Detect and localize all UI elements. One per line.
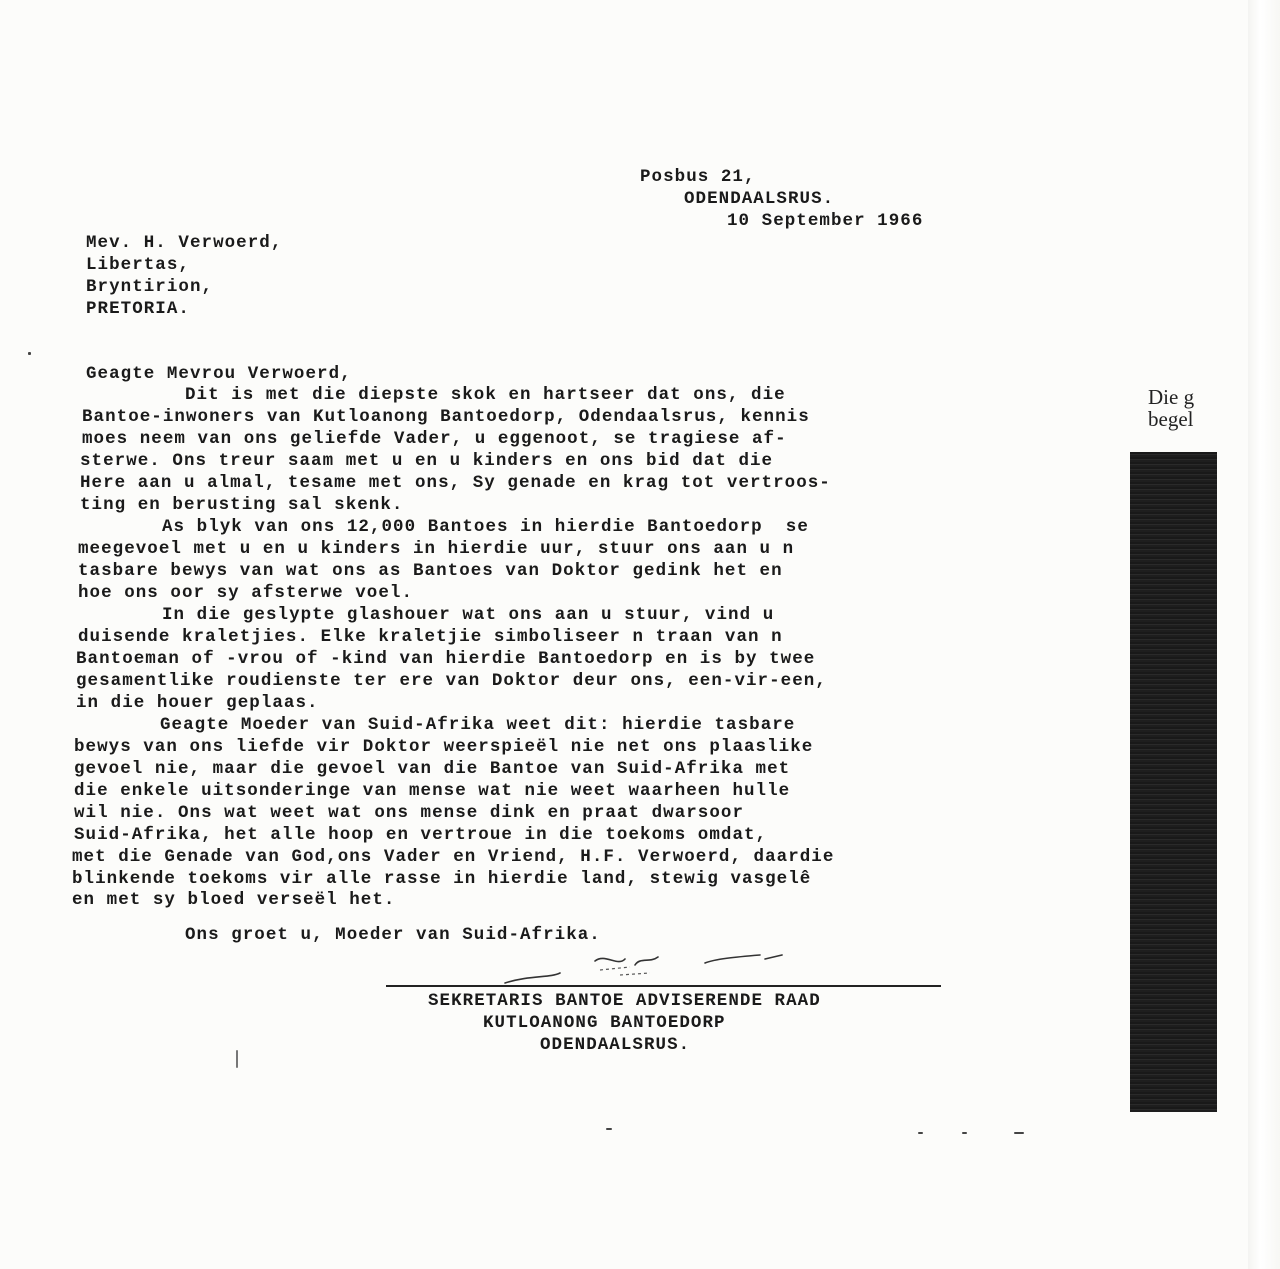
- scan-speck: [962, 1132, 967, 1134]
- fragment-line: begel: [1148, 407, 1194, 431]
- paper-edge: [1248, 0, 1280, 1269]
- body-line: wil nie. Ons wat weet wat ons mense dink en praat dwarsoor: [74, 803, 744, 823]
- signatory-line: KUTLOANONG BANTOEDORP: [483, 1013, 726, 1033]
- body-line: bewys van ons liefde vir Doktor weerspieël nie net ons plaaslike: [74, 737, 814, 757]
- body-line: As blyk van ons 12,000 Bantoes in hierdie Bantoedorp se: [162, 517, 809, 537]
- recipient-line: Libertas,: [86, 255, 190, 275]
- scan-speck: [236, 1050, 238, 1068]
- sender-line: ODENDAALSRUS.: [684, 189, 835, 209]
- sender-line: Posbus 21,: [640, 167, 756, 187]
- body-line: Suid-Afrika, het alle hoop en vertroue in die toekoms omdat,: [74, 825, 768, 845]
- recipient-line: Mev. H. Verwoerd,: [86, 233, 283, 253]
- body-line: duisende kraletjies. Elke kraletjie simboliseer n traan van n: [78, 627, 783, 647]
- scan-speck: [28, 352, 31, 355]
- body-line: met die Genade van God,ons Vader en Vriend, H.F. Verwoerd, daardie: [72, 847, 835, 867]
- handwritten-signature: [500, 945, 800, 990]
- closing: Ons groet u, Moeder van Suid-Afrika.: [185, 925, 601, 945]
- letter-date: 10 September 1966: [727, 211, 924, 231]
- recipient-line: PRETORIA.: [86, 299, 190, 319]
- body-line: gevoel nie, maar die gevoel van die Bantoe van Suid-Afrika met: [74, 759, 791, 779]
- black-mourning-band: [1130, 452, 1217, 1112]
- salutation: Geagte Mevrou Verwoerd,: [86, 364, 352, 384]
- body-line: Bantoeman of -vrou of -kind van hierdie Bantoedorp en is by twee: [76, 649, 816, 669]
- scan-speck: [918, 1132, 923, 1134]
- body-line: Dit is met die diepste skok en hartseer dat ons, die: [185, 385, 786, 405]
- signatory-title: SEKRETARIS BANTOE ADVISERENDE RAAD: [428, 991, 821, 1011]
- scan-speck: [606, 1128, 612, 1130]
- body-line: en met sy bloed verseël het.: [72, 890, 396, 910]
- body-line: moes neem van ons geliefde Vader, u eggenoot, se tragiese af-: [82, 429, 787, 449]
- body-line: in die houer geplaas.: [76, 693, 319, 713]
- body-line: ting en berusting sal skenk.: [80, 495, 404, 515]
- body-line: sterwe. Ons treur saam met u en u kinders en ons bid dat die: [80, 451, 774, 471]
- body-line: tasbare bewys van wat ons as Bantoes van Doktor gedink het en: [78, 561, 783, 581]
- body-line: Here aan u almal, tesame met ons, Sy genade en krag tot vertroos-: [80, 473, 831, 493]
- body-line: Bantoe-inwoners van Kutloanong Bantoedorp, Odendaalsrus, kennis: [82, 407, 810, 427]
- body-line: blinkende toekoms vir alle rasse in hierdie land, stewig vasgelê: [72, 869, 812, 889]
- body-line: Geagte Moeder van Suid-Afrika weet dit: hierdie tasbare: [160, 715, 796, 735]
- body-line: hoe ons oor sy afsterwe voel.: [78, 583, 413, 603]
- signatory-line: ODENDAALSRUS.: [540, 1035, 691, 1055]
- body-line: gesamentlike roudienste ter ere van Doktor deur ons, een-vir-een,: [76, 671, 827, 691]
- recipient-line: Bryntirion,: [86, 277, 214, 297]
- scan-speck: [1014, 1132, 1024, 1134]
- fragment-line: Die g: [1148, 385, 1195, 409]
- body-line: In die geslypte glashouer wat ons aan u stuur, vind u: [162, 605, 775, 625]
- body-line: die enkele uitsonderinge van mense wat nie weet waarheen hulle: [74, 781, 791, 801]
- body-line: meegevoel met u en u kinders in hierdie uur, stuur ons aan u n: [78, 539, 795, 559]
- signature-line: [386, 985, 941, 987]
